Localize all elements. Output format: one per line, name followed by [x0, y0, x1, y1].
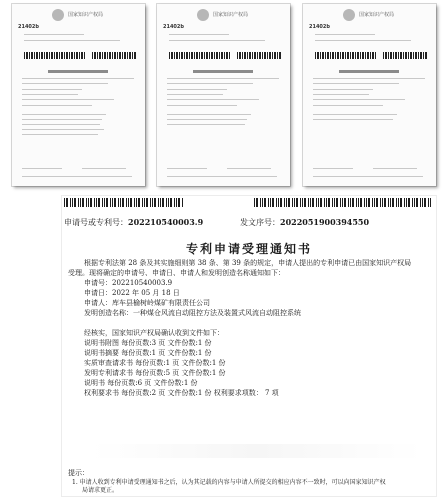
acceptance-notice — [62, 196, 436, 496]
application-date-line: 申请日：2022 年 05 月 18 日 — [84, 289, 180, 297]
barcode-icon — [254, 198, 432, 207]
file-item: 说明书 每份页数:6 页 文件份数:1 份 — [84, 379, 198, 387]
hint-line-1: 1. 申请人收到专利申请受理通知书之后，认为其记载的内容与申请人所提交的相应内容不一致时，可以向国家知识产权 — [72, 479, 386, 486]
hint-line-2: 局请求更正。 — [82, 487, 119, 494]
intro-line-1: 根据专利法第 28 条及其实施细则第 38 条、第 39 条的规定，申请人提出的专利申请已由国家知识产权局 — [84, 259, 412, 267]
intro-line-2: 受理。现将确定的申请号、申请日、申请人和发明创造名称通知如下： — [68, 269, 285, 277]
notice-title: 专利申请受理通知书 — [185, 242, 312, 256]
thumbnail-code: 21402b — [163, 24, 184, 30]
thumbnail-office: 国家知识产权局 — [359, 12, 395, 18]
barcode-icon — [64, 198, 184, 207]
barcode-icon — [92, 52, 136, 59]
barcode-icon — [315, 52, 377, 59]
applicant-line: 申请人：库车县榆树岭煤矿有限责任公司 — [84, 299, 210, 307]
file-item: 说明书摘要 每份页数:1 页 文件份数:1 份 — [84, 349, 212, 357]
national-emblem-icon — [343, 9, 355, 21]
issue-number-label: 发文序号： — [240, 218, 280, 227]
hint-label: 提示： — [68, 469, 89, 477]
issue-number-value: 2022051900394550 — [280, 217, 370, 227]
national-emblem-icon — [197, 9, 209, 21]
thumbnail-office: 国家知识产权局 — [68, 12, 104, 18]
thumbnail-office: 国家知识产权局 — [213, 12, 249, 18]
national-emblem-icon — [52, 9, 64, 21]
thumbnail-code: 21402b — [18, 24, 39, 30]
files-intro: 经核实，国家知识产权局确认收到文件如下： — [84, 329, 224, 337]
file-item: 权利要求书 每份页数:2 页 文件份数:1 份 权利要求项数： 7 项 — [84, 389, 279, 397]
document-thumbnails — [0, 0, 447, 190]
barcode-icon — [237, 52, 281, 59]
barcode-icon — [169, 52, 231, 59]
stamp-shading — [92, 444, 422, 458]
application-number-value: 202210540003.9 — [128, 217, 204, 227]
thumbnail-code: 21402b — [309, 24, 330, 30]
barcode-icon — [24, 52, 86, 59]
file-item: 说明书附图 每份页数:3 页 文件份数:1 份 — [84, 339, 212, 347]
thumbnail-page-2 — [157, 4, 290, 186]
application-number-label: 申请号或专利号： — [64, 218, 128, 227]
application-number-line: 申请号：202210540003.9 — [84, 279, 173, 287]
issue-number-ref — [240, 217, 369, 228]
thumbnail-page-1 — [12, 4, 145, 186]
file-item: 实质审查请求书 每份页数:1 页 文件份数:1 份 — [84, 359, 226, 367]
file-item: 发明专利请求书 每份页数:5 页 文件份数:1 份 — [84, 369, 226, 377]
barcode-icon — [383, 52, 427, 59]
application-number-ref — [64, 217, 203, 228]
invention-title-line: 发明创造名称：一种煤仓风流自动阻控方法及装置式风流自动阻控系统 — [84, 309, 301, 317]
thumbnail-page-3 — [303, 4, 436, 186]
